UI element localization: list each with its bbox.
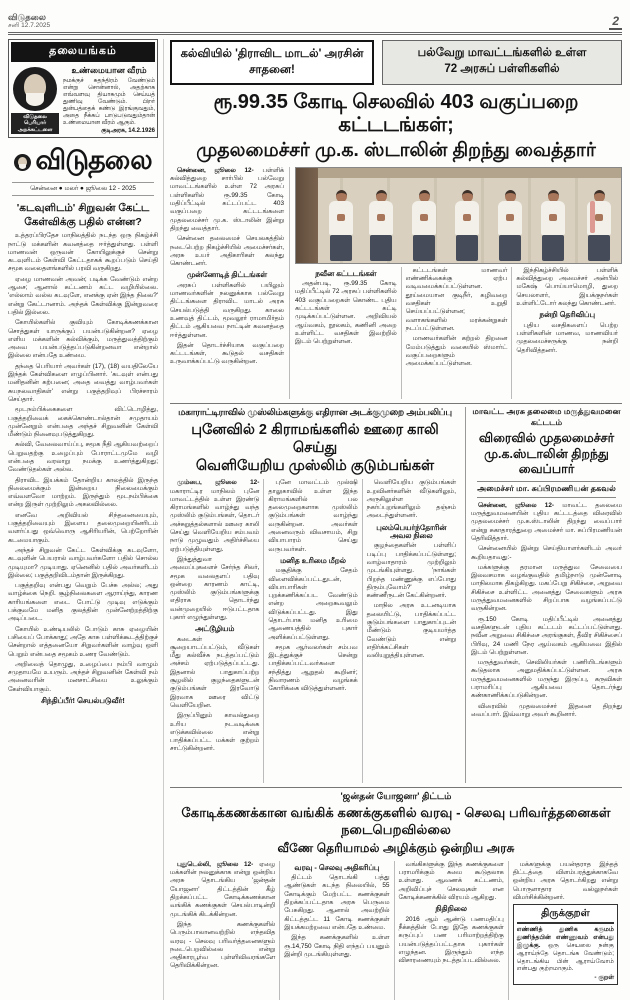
hospital-byline: அமைச்சர் மா. சுப்பிரமணியன் தகவல்: [477, 481, 616, 498]
paragraph: அரசுப் பள்ளிகளில் பயிலும் மாணவர்களின் நலனுக்காக பல்வேறு திட்டங்களை திராவிட மாடல் அரசு செயல்படுத்தி வருகிறது. காலை உணவுத் திட்டம், மூவலூர் ராமாமிர்தம் திட்டம் ஆகியவை நாட்டின் கவனத்தை ஈர்த்துள்ளன.: [170, 281, 284, 339]
thirukkural-title: திருக்குறள்: [517, 908, 614, 924]
paragraph: திராவிட இயக்கம் தோன்றிய காலத்தில் இருந்த நிலைமைக்கும் இன்றைய நிலைமைக்கும் எவ்வளவோ மாற்றம். இருந்தும் மூடநம்பிக்கை என்ற இருள் முற்றிலும் அகலவில்லை.: [8, 476, 158, 509]
paragraph: அந்தச் சிறுவன் கேட்ட கேள்விக்கு கடவுளோ, கடவுளின் பெயரால் வாழ்பவர்களோ பதில் சொல்ல முடியுமா? முடியாது. ஏனெனில் பதில் அவர்களிடம் இல்லை; பகுத்தறிவிடம்தான் இருக்கிறது.: [8, 546, 158, 579]
main-headline-line2: முதலமைச்சர் மு.க. ஸ்டாலின் திறந்து வைத்தார்: [196, 140, 596, 162]
thirukkural-box: [513, 904, 618, 985]
hospital-headline: விரைவில் முதலமைச்சர் மு.க.ஸ்டாலின் திறந்து வைப்பார்: [478, 430, 615, 477]
paragraph: புதுடெல்லி, ஜூலை 12- ஏழை மக்களின் நலனுக்காக என்று ஒன்றிய அரசு தொடங்கிய 'ஜன்தன் யோஜனா' திட்டத்தின் கீழ் திறக்கப்பட்ட கோடிக்கணக்கான வங்கிக் கணக்குகள் செயல்பாடின்றி முடங்கிக் கிடக்கின்றன.: [170, 860, 276, 918]
paragraph: மக்களுக்கு பயன்தராத இந்தத் திட்டத்தை விளம்பரத்துக்காகவே ஒன்றிய அரசு தொடர்கிறது என்று பொருளாதார வல்லுநர்கள் விமர்சிக்கின்றனர்.: [512, 860, 618, 902]
pune-headline: புனேவில் 2 கிராமங்களில் ஊரை காலி செய்து வெளியேறிய முஸ்லிம் குடும்பங்கள்: [191, 421, 439, 475]
top-story-col1: [170, 167, 290, 399]
jandhan-col4: [508, 861, 622, 1000]
paragraph: சென்னை, ஜூலை 12- மாவட்ட தலைமை மருத்துவமனையின் புதிய கட்டடத்தை விரைவில் முதலமைச்சர் மு.க.ஸ்டாலின் திறந்து வைப்பார் என்று சுகாதாரத்துறை அமைச்சர் மா. சுப்பிரமணியன் தெரிவித்தார்.: [471, 501, 622, 542]
paragraph: இதன் தொடர்ச்சியாக வகுப்பறை கட்டடங்கள், கூடுதல் வசதிகள் உருவாக்கப்பட்டு வருகின்றன.: [170, 341, 284, 366]
hospital-body: [471, 502, 622, 783]
person-figure: [495, 190, 525, 261]
paragraph: கட்டடங்கள் மாணவர் எண்ணிக்கைக்கு ஏற்ப வடிவமைக்கப்பட்டுள்ளன. தூய்மையான குடிநீர், கழிவறை வசதிகள் உறுதி செய்யப்பட்டுள்ளன; வளாகங்களில் மரக்கன்றுகள் நடப்பட்டுள்ளன.: [405, 266, 508, 332]
person-figure: [409, 190, 439, 261]
top-story-colA: [295, 267, 401, 399]
section-rule: [170, 403, 622, 404]
pune-columns: [170, 479, 460, 783]
jandhan-story: [170, 791, 622, 1000]
ceremony-photo: [295, 167, 622, 264]
paragraph: மாநில அரசு உடனடியாக தலையிட்டு, பாதிக்கப்பட்ட குடும்பங்களை பாதுகாப்புடன் மீண்டும் குடியமர்த்த வேண்டும் என்று எதிர்க்கட்சிகள் வலியுறுத்தியுள்ளன.: [366, 602, 456, 660]
subhead: மனித உரிமை மீறல்: [280, 555, 346, 565]
paragraph: மூடநம்பிக்கைகளை விட்டொழித்து, பகுத்தறிவைக் கைக்கொண்டால்தான் சமுதாயம் முன்னேறும் என்பதை அந்தச் சிறுவனின் கேள்வி மீண்டும் நினைவுபடுத்துகிறது.: [8, 406, 158, 439]
top-story-right: [290, 167, 622, 399]
jandhan-col4-text: [513, 861, 618, 902]
pune-col3: [362, 479, 460, 783]
nameplate-title: விடுதலை: [35, 145, 152, 175]
pune-kicker: மகாராட்டிராவில் முஸ்லிம்களுக்கு எதிரான அடக்குமுறை அம்பலிப்பு: [178, 406, 452, 417]
quote-text: நமக்குச் சுதந்திரம் வேண்டும் என்று சொன்னால், அதற்காக எவ்வளவு தியாகமும் செய்யத் துணிவு வேண்டும். பிறர் துன்பத்தைக் கண்டு இரங்குவதும், அதை நீக்கப் பாடுபடுவதும்தான் உண்மையான வீரம் ஆகும்.: [63, 78, 155, 126]
main-headline-line1: ரூ.99.35 கோடி செலவில் 403 வகுப்பறை கட்டடங்கள்;: [213, 91, 579, 137]
paragraph: பகுத்தறிவு என்பது வெறும் பேச்சு அல்ல; அது வாழ்க்கை நெறி. சூழ்நிலைகளை ஆராய்ந்து, காரண காரியங்களை எடை போட்டு முடிவு எடுக்கும் பக்குவமே மனித குலத்தின் முன்னேற்றத்திற்கு அடிப்படை.: [8, 582, 158, 623]
quote-title: உண்மையான வீரம்: [71, 65, 147, 75]
paragraph: இந்துத்துவா அமைப்புகளைச் சேர்ந்த சிலர், சமூக வலைதளப் பதிவு ஒன்றை காரணம் காட்டி, முஸ்லிம் குடும்பங்களுக்கு எதிராக தொடர்ந்து வன்முறையில் ஈடுபட்டதாக புகார் எழுந்துள்ளது.: [170, 555, 260, 621]
main-content: [163, 39, 622, 1000]
subhead: நிதிநிலை: [435, 904, 467, 914]
hospital-story: [466, 407, 622, 783]
jandhan-col3: [394, 861, 508, 1000]
top-double-rule: [8, 32, 622, 35]
paragraph: வெளியேறிய குடும்பங்கள் உறவினர்களின் வீடுகளிலும், அருகிலுள்ள நகர்ப்புறங்களிலும் தஞ்சம் அடைந்துள்ளனர்.: [366, 479, 456, 520]
editorial-sidebar: [8, 39, 158, 1000]
paragraph: மருத்துவர்கள், செவிலியர்கள் பணியிடங்களும் கூடுதலாக அனுமதிக்கப்பட்டுள்ளன. அரசு மருத்துவமனைகளில் மருந்து இருப்பு, கருவிகள் பராமரிப்பு ஆகியவை தொடர்ந்து கண்காணிக்கப்படுகின்றன.: [471, 659, 622, 700]
periyar-head-icon: [14, 154, 31, 171]
subhead: வரவு - செலவு அதிகரிப்பு: [294, 862, 380, 872]
paragraph: இருப்பினும் காவல்துறை உரிய நடவடிக்கை எடுக்கவில்லை என்று பாதிக்கப்பட்ட மக்கள் குற்றம் சாட்டுகின்றனர்.: [170, 712, 260, 753]
quote-signature: குடிஅரசு, 14.2.1926: [101, 128, 155, 134]
top-story-colC: [511, 267, 622, 399]
periyar-quote-block: [11, 65, 155, 135]
subhead: நன்றி தெரிவிப்பு: [539, 310, 595, 320]
paragraph: சமூக ஆர்வலர்கள் சம்பவ இடத்துக்குச் சென்று பாதிக்கப்பட்டவர்களை சந்தித்து ஆறுதல் கூறினர்; நிவாரணம் வழங்கக் கோரிக்கை விடுத்துள்ளனர்.: [268, 643, 358, 693]
paragraph: மும்பை, ஜூலை 12- மகாராட்டிர மாநிலம் புனே மாவட்டத்தில் உள்ள இரண்டு கிராமங்களில் வாழ்ந்து வந்த முஸ்லிம் குடும்பங்கள், தொடர் அச்சுறுத்தல்களால் ஊரை காலி செய்து வெளியேறிய சம்பவம் நாடு முழுவதும் அதிர்ச்சியை ஏற்படுத்தியுள்ளது.: [170, 479, 260, 553]
jandhan-kicker: 'ஜன்தன் யோஜனா' திட்டம்: [340, 790, 452, 801]
paragraph: மாணவர்களின் கற்றல் திறனை மேம்படுத்தும் வகையில் ஸ்மார்ட் வகுப்பறைகளும் அமைக்கப்பட்டுள்ளன.: [405, 335, 508, 368]
quote-text-block: [63, 65, 155, 135]
kicker-box-left: கல்வியில் 'திராவிட மாடல்' அரசின் சாதனை!: [170, 40, 374, 85]
kural-verse: எண்ணித் துணிக கருமம் துணிந்தபின் எண்ணுவம் என்பது இழுக்கு.: [516, 926, 614, 949]
paragraph: விரைவில் முதலமைச்சர் இதனை திறந்து வைப்பார். இவ்வாறு அவர் கூறினார்.: [471, 702, 622, 718]
paragraph: வங்கிகளுக்கு இந்த கணக்குகளை பராமரிக்கும் சுமை கூடுதலாக உள்ளது. ஆவணக் கட்டணம், அறிவிப்புச் செலவுகள் என கோடிக்கணக்கில் விரயம் ஆகிறது.: [398, 860, 504, 902]
section-rule: [170, 787, 622, 788]
paragraph: மசூதிக்கு சேதம் விளைவிக்கப்பட்டதுடன், வியாபாரிகள் புறக்கணிக்கப்பட வேண்டும் என்ற அறைகூவலும் விடுக்கப்பட்டது. இது தொடர்பாக மனித உரிமை ஆணையத்தில் புகார் அளிக்கப்பட்டுள்ளது.: [268, 567, 358, 641]
paragraph: ரூ.150 கோடி மதிப்பீட்டில் அனைத்து வசதிகளுடன் புதிய கட்டடம் கட்டப்பட்டுள்ளது. நவீன அறுவை சிகிச்சை அரங்குகள், தீவிர சிகிச்சைப் பிரிவு, 24 மணி நேர ஆய்வகம் ஆகியவை இதில் இடம் பெற்றுள்ளன.: [471, 615, 622, 656]
top-story-colB: [401, 267, 512, 399]
editorial-headline: 'கடவுளிடம்' சிறுவன் கேட்ட கேள்விக்கு பதில் என்ன?: [16, 202, 150, 228]
paragraph: உத்தரப்பிரதேச மாநிலத்தில் நடந்த ஒரு நிகழ்ச்சி நாட்டு மக்களின் கவனத்தை ஈர்த்துள்ளது. பள்ளி மாணவன் ஒருவன் கோயிலுக்குச் சென்று கடவுளிடம் கேள்வி கேட்டதாகக் கூறப்படும் செய்தி சமூக வலைதளங்களில் பரவி வருகிறது.: [8, 232, 158, 273]
paragraph: அறிவைத் தொழுது, உழைப்பை நம்பி வாழும் சமுதாயமே உயரும். அந்தச் சிறுவனின் கேள்வி நம் அனைவரின் மனசாட்சியை உலுக்கும் கேள்வியாகும்.: [8, 660, 158, 693]
kicker-box-right: பல்வேறு மாவட்டங்களில் உள்ள 72 அரசுப் பள்ளிகளில்: [382, 40, 622, 85]
paragraph: 2016 ஆம் ஆண்டு பணமதிப்பு நீக்கத்தின் போது இதே கணக்குகள் கருப்புப் பண பரிமாற்றத்திற்கு பயன்படுத்தப்பட்டதாக புகார்கள் எழுந்தன. இருந்தும் எந்த விசாரணையும் நடத்தப்படவில்லை.: [398, 915, 504, 965]
paragraph: குழந்தைகளின் பள்ளிப் படிப்பு பாதிக்கப்பட்டுள்ளது; வாழ்வாதாரம் முற்றிலும் முடங்கியுள்ளது. 'நாங்கள் பிறந்த மண்ணுக்கு எப்போது திரும்புவோம்?' என்று கண்ணீருடன் கேட்கின்றனர்.: [366, 542, 456, 600]
editorial-body: [8, 232, 158, 968]
pune-col2: [263, 479, 361, 783]
editorial-header: தலையங்கம்: [11, 42, 155, 62]
jandhan-col2: [279, 861, 393, 1000]
paragraph: தந்தை பெரியார் அவர்கள் (17), (18) வயதிலேயே இந்தக் கேள்விகளை எழுப்பினார். 'கடவுள் என்பது மனிதனின் கற்பனை; அதை வைத்து வாழ்பவர்கள் சுயநலவாதிகள்' என்று பகுத்தறிவுப் பிரச்சாரம் செய்தார்.: [8, 362, 158, 403]
subhead: நவீன கட்டடங்கள்: [315, 268, 377, 278]
kicker-row: [170, 40, 622, 85]
hospital-kicker: மாவட்ட அரசு தலைமை மருத்துவமனை கட்டடம்: [472, 406, 621, 427]
subhead: புலம்பெயர்ந்தோரின் அவல நிலை: [376, 522, 447, 541]
paragraph: கல்வி, வேலைவாய்ப்பு, சமூக நீதி ஆகியவற்றைப் பெறுவதற்கு உழைப்பும் போராட்டமுமே வழி என்பதை வரலாறு நமக்கு உணர்த்துகிறது; வேண்டுதல்கள் அல்ல.: [8, 441, 158, 474]
paragraph: மக்களுக்கு தரமான மருத்துவ சேவையை இலவசமாக வழங்குவதில் தமிழ்நாடு முன்னோடி மாநிலமாக திகழ்கிறது. மகப்பேறு சிகிச்சை, அறுவை சிகிச்சை உள்ளிட்ட அனைத்து சேவைகளும் அரசு மருத்துவமனைகளில் சிறப்பாக வழங்கப்பட்டு வருகின்றன.: [471, 563, 622, 613]
paragraph: இந்த கணக்குகளில் பெரும்பாலானவற்றில் எந்தவித வரவு - செலவு பரிவர்த்தனைகளும் நடைபெறவில்லை என்று அதிகாரபூர்வ புள்ளிவிவரங்களே தெரிவிக்கின்றன.: [170, 920, 276, 970]
person-figure: [584, 190, 614, 261]
middle-row: [170, 407, 622, 783]
jandhan-headline-line1: கோடிக்கணக்கான வங்கிக் கணக்குகளில் வரவு - செலவு பரிவர்த்தனைகள் நடைபெறவில்லை: [181, 804, 611, 837]
top-story: [170, 167, 622, 399]
masthead-small-block: [8, 12, 50, 30]
paragraph: கோயில் உண்டியலில் போடும் காசு ஏழையின் பசியைப் போக்காது; அதே காசு பள்ளிக்கூடத்திற்குச் சென்றால் எத்தனையோ சிறுவர்களின் வாழ்வு ஒளி பெறும் என்பதை சமூகம் உணர வேண்டும்.: [8, 625, 158, 658]
portrait-caption: விடுதலை பெரியார் அறக்கட்டளை: [11, 113, 59, 134]
pune-story: [170, 407, 466, 783]
jandhan-col1: [170, 861, 279, 1000]
masthead-small: விடுதலை: [8, 11, 46, 22]
paragraph: புனே மாவட்டம் முல்ஷி தாலுகாவில் உள்ள இந்த கிராமங்களில் பல தலைமுறைகளாக முஸ்லிம் குடும்பங்கள் வாழ்ந்து வருகின்றன. அவர்கள் அனைவரும் விவசாயம், சிறு வியாபாரம் செய்து வருபவர்கள்.: [268, 479, 358, 553]
nameplate: [8, 145, 158, 180]
paragraph: ஏழை மாணவன் அவன்; படிக்க வேண்டும் என்ற ஆசை; ஆனால் கட்டணம் கட்ட வழியில்லை. 'எல்லாம் வல்ல கடவுளே, எனக்கு ஏன் இந்த நிலை?' என்று கேட்டானாம். அந்தக் கேள்விக்கு இன்றுவரை பதில் இல்லை.: [8, 275, 158, 316]
paragraph: இந்நிகழ்ச்சியில் பள்ளிக் கல்வித்துறை அமைச்சர் அன்பில் மகேஷ் பொய்யாமொழி, துறை செயலாளர், இயக்குநர்கள் உள்ளிட்டோர் கலந்து கொண்டனர்.: [516, 266, 619, 308]
nameplate-dateline: சென்னை ● மலர் ● ஜூலை 12 - 2025: [12, 182, 154, 196]
page-layout: [8, 39, 622, 1000]
paragraph: எனவே அறிவியல் சிந்தனையையும், பகுத்தறிவையும் இளைய தலைமுறையினரிடம் வளர்ப்பது ஒவ்வொரு ஆசிரியரின், பெற்றோரின் கடமையாகும்.: [8, 511, 158, 544]
top-story-under-photo: [295, 267, 622, 399]
jandhan-headline-line2: வீணே தெரியாமல் அழிக்கும் ஒன்றிய அரசு: [277, 840, 515, 855]
paragraph: சென்னை, ஜூலை 12- பள்ளிக் கல்வித்துறை சார்பில் பல்வேறு மாவட்டங்களில் உள்ள 72 அரசுப் பள்ளிகளில் ரூ.99.35 கோடி மதிப்பீட்டில் கட்டப்பட்ட 403 வகுப்பறை கட்டடங்களை முதலமைச்சர் மு.க. ஸ்டாலின் இன்று திறந்து வைத்தார்.: [170, 166, 284, 232]
person-figure: [366, 190, 396, 261]
kural-signature: - குறள்: [594, 974, 614, 982]
jandhan-columns: [170, 861, 622, 1000]
pune-col1: [170, 479, 263, 783]
quote-portrait-block: [11, 65, 59, 135]
periyar-portrait-icon: [13, 67, 57, 111]
page-number: 2: [609, 14, 622, 30]
paragraph: அதன்படி, ரூ.99.35 கோடி மதிப்பீட்டில் 72 அரசுப் பள்ளிகளில் 403 வகுப்பறைகள் கொண்ட புதிய கட்டடங்கள் கட்டி முடிக்கப்பட்டுள்ளன. அறிவியல் ஆய்வகம், நூலகம், கணினி அறை உள்ளிட்ட வசதிகள் இவற்றில் இடம் பெற்றுள்ளன.: [295, 280, 397, 346]
subhead: சிந்திப்பீர்! செயல்படுவீர்!: [41, 696, 125, 706]
paragraph: சென்னை தலைமைச் செயலகத்தில் நடைபெற்ற நிகழ்ச்சியில் அமைச்சர்கள், அரசு உயர் அதிகாரிகள் கலந்து கொண்டனர்.: [170, 235, 284, 268]
paragraph: சென்னையில் இன்று செய்தியாளர்களிடம் அவர் கூறியதாவது:-: [471, 545, 622, 561]
paragraph: கடைகள் சூறையாடப்பட்டும், வீடுகள் மீது கல்வீச்சு நடத்தப்பட்டும் அச்சம் ஏற்படுத்தப்பட்டது. இதனால் பாதுகாப்பற்ற சூழலில் குழந்தைகளுடன் குடும்பங்கள் இரவோடு இரவாக ஊரை விட்டு வெளியேறின.: [170, 635, 260, 709]
editorial-box: [8, 39, 158, 138]
subhead: முன்னோடித் திட்டங்கள்: [186, 270, 268, 280]
person-figure: [326, 190, 356, 261]
paragraph: திட்டம் தொடங்கி பத்து ஆண்டுகள் கடந்த நிலையில், 55 கோடிக்கும் மேற்பட்ட கணக்குகள் திறக்கப்பட்டதாக அரசு பெருமை பேசுகிறது. ஆனால் அவற்றில் கிட்டத்தட்ட 11 கோடி கணக்குகள் இயக்கமற்றவை என்பதே உண்மை.: [284, 874, 390, 931]
kural-explanation: ஒரு செயலை நன்கு ஆராய்ந்தே தொடங்க வேண்டும்; தொடங்கிய பின் ஆராய்வோம் என்பது குற்றமாகும்.: [516, 941, 614, 973]
paragraph: இந்த கணக்குகளில் உள்ள ரூ.14,750 கோடி நிதி எந்தப் பயனும் இன்றி முடங்கியுள்ளது.: [284, 934, 390, 958]
issue-date: சனி 12.7.2025: [8, 22, 51, 29]
person-figure: [538, 190, 568, 261]
paragraph: கோயில்களில் குவியும் கோடிக்கணக்கான சொத்துகள் யாருக்குப் பயன்படுகின்றன? ஏழை எளிய மக்களின் கல்விக்கும், மருத்துவத்திற்கும் அவை பயன்படுத்தப்படுகின்றனவா என்றால் இல்லை என்பதே உண்மை.: [8, 319, 158, 360]
top-strip: [8, 4, 622, 30]
subhead: அட்டூழியம்: [195, 624, 235, 634]
person-figure: [452, 190, 482, 261]
paragraph: புதிய வசதிகளைப் பெற்ற பள்ளிகளின் மாணவ, மாணவியர் முதலமைச்சருக்கு நன்றி தெரிவித்தனர்.: [516, 321, 619, 354]
